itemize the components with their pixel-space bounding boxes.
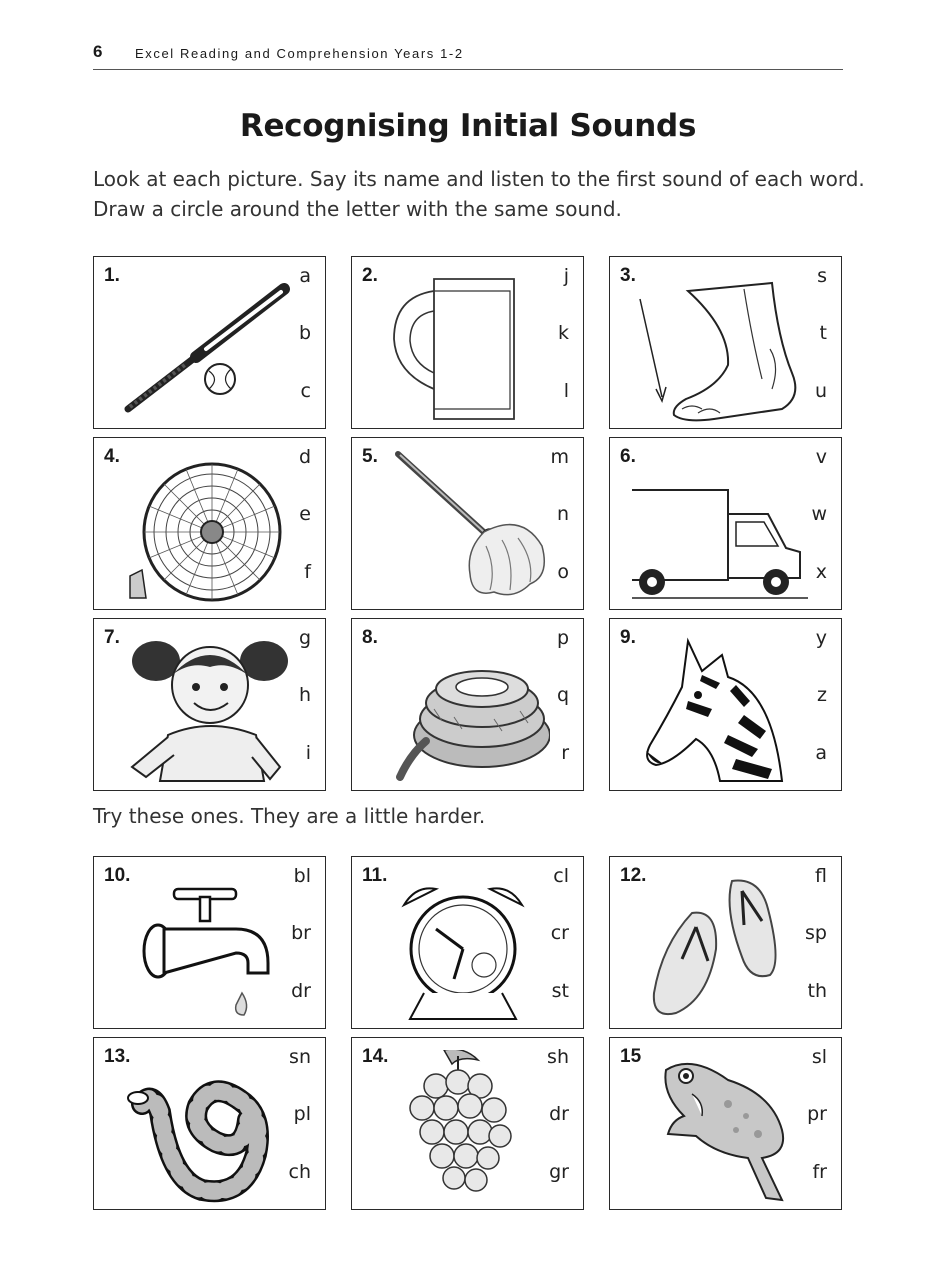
letter-option[interactable]: v xyxy=(815,446,827,468)
letter-option[interactable]: i xyxy=(305,742,311,764)
card-number: 8. xyxy=(362,627,378,648)
card-number: 4. xyxy=(104,446,120,467)
letter-option[interactable]: sn xyxy=(289,1046,311,1068)
letter-option[interactable]: dr xyxy=(549,1103,569,1125)
letter-option[interactable]: m xyxy=(550,446,569,468)
letter-option[interactable]: h xyxy=(298,684,311,706)
exercise-card-6 xyxy=(609,437,842,610)
tap-icon xyxy=(116,869,292,1024)
card-number: 15 xyxy=(620,1046,642,1067)
card-number: 12. xyxy=(620,865,647,886)
card-number: 9. xyxy=(620,627,636,648)
letter-option[interactable]: bl xyxy=(293,865,311,887)
letter-option[interactable]: cr xyxy=(550,922,569,944)
exercise-card-7 xyxy=(93,618,326,791)
letter-option[interactable]: f xyxy=(304,561,311,583)
page-number: 6 xyxy=(93,42,103,61)
exercise-card-2 xyxy=(351,256,584,429)
letter-option[interactable]: th xyxy=(807,980,827,1002)
letter-option[interactable]: s xyxy=(817,265,827,287)
letter-option[interactable]: g xyxy=(298,627,311,649)
card-number: 2. xyxy=(362,265,378,286)
exercise-card-5 xyxy=(351,437,584,610)
letter-option[interactable]: st xyxy=(551,980,569,1002)
rope-icon xyxy=(374,631,550,786)
letter-option[interactable]: l xyxy=(563,380,569,402)
letter-option[interactable]: e xyxy=(299,503,311,525)
mop-icon xyxy=(374,450,550,605)
book-title: Excel Reading and Comprehension Years 1-2 xyxy=(135,46,464,61)
thongs-icon xyxy=(632,869,808,1024)
letter-option[interactable]: pr xyxy=(807,1103,827,1125)
letter-option[interactable]: gr xyxy=(549,1161,569,1183)
card-number: 14. xyxy=(362,1046,389,1067)
girl-icon xyxy=(116,631,292,786)
letter-option[interactable]: p xyxy=(556,627,569,649)
exercise-card-15 xyxy=(609,1037,842,1210)
card-number: 3. xyxy=(620,265,636,286)
exercise-card-3 xyxy=(609,256,842,429)
letter-option[interactable]: br xyxy=(291,922,311,944)
card-number: 7. xyxy=(104,627,120,648)
letter-option[interactable]: cl xyxy=(553,865,569,887)
foot-icon xyxy=(632,269,808,424)
exercise-card-9 xyxy=(609,618,842,791)
letter-option[interactable]: sh xyxy=(547,1046,569,1068)
card-number: 6. xyxy=(620,446,636,467)
letter-option[interactable]: x xyxy=(815,561,827,583)
exercise-card-13 xyxy=(93,1037,326,1210)
jug-icon xyxy=(374,269,550,424)
letter-option[interactable]: o xyxy=(557,561,569,583)
letter-option[interactable]: t xyxy=(819,322,827,344)
letter-option[interactable]: ch xyxy=(288,1161,311,1183)
grapes-icon xyxy=(374,1050,550,1205)
letter-option[interactable]: sl xyxy=(811,1046,827,1068)
letter-option[interactable]: k xyxy=(557,322,569,344)
van-icon xyxy=(632,450,808,605)
section-subheading: Try these ones. They are a little harder. xyxy=(93,804,486,828)
letter-option[interactable]: u xyxy=(814,380,827,402)
card-number: 1. xyxy=(104,265,120,286)
frog-icon xyxy=(632,1050,808,1205)
baseball-bat-icon xyxy=(116,269,292,424)
instructions xyxy=(93,164,865,224)
snake-icon xyxy=(116,1050,292,1205)
letter-option[interactable]: q xyxy=(556,684,569,706)
exercise-card-11 xyxy=(351,856,584,1029)
letter-option[interactable]: fl xyxy=(815,865,827,887)
letter-option[interactable]: j xyxy=(563,265,569,287)
letter-option[interactable]: a xyxy=(815,742,827,764)
letter-option[interactable]: dr xyxy=(291,980,311,1002)
exercise-card-4 xyxy=(93,437,326,610)
card-number: 5. xyxy=(362,446,378,467)
letter-option[interactable]: d xyxy=(298,446,311,468)
letter-option[interactable]: c xyxy=(300,380,311,402)
letter-option[interactable]: pl xyxy=(293,1103,311,1125)
exercise-card-10 xyxy=(93,856,326,1029)
letter-option[interactable]: a xyxy=(299,265,311,287)
exercise-card-14 xyxy=(351,1037,584,1210)
letter-option[interactable]: r xyxy=(561,742,569,764)
letter-option[interactable]: fr xyxy=(812,1161,827,1183)
letter-option[interactable]: n xyxy=(556,503,569,525)
exercise-card-1 xyxy=(93,256,326,429)
page-title: Recognising Initial Sounds xyxy=(239,108,697,144)
letter-option[interactable]: b xyxy=(298,322,311,344)
exercise-card-12 xyxy=(609,856,842,1029)
instruction-line: Look at each picture. Say its name and listen to the first sound of each word. xyxy=(93,167,865,191)
zebra-icon xyxy=(632,631,808,786)
card-number: 11. xyxy=(362,865,388,886)
letter-option[interactable]: sp xyxy=(805,922,827,944)
fan-icon xyxy=(116,450,292,605)
card-number: 10. xyxy=(104,865,131,886)
page-header xyxy=(93,42,843,70)
letter-option[interactable]: w xyxy=(811,503,827,525)
letter-option[interactable]: z xyxy=(817,684,827,706)
instruction-line: Draw a circle around the letter with the same sound. xyxy=(93,197,622,221)
letter-option[interactable]: y xyxy=(815,627,827,649)
card-number: 13. xyxy=(104,1046,131,1067)
clock-icon xyxy=(374,869,550,1024)
exercise-card-8 xyxy=(351,618,584,791)
